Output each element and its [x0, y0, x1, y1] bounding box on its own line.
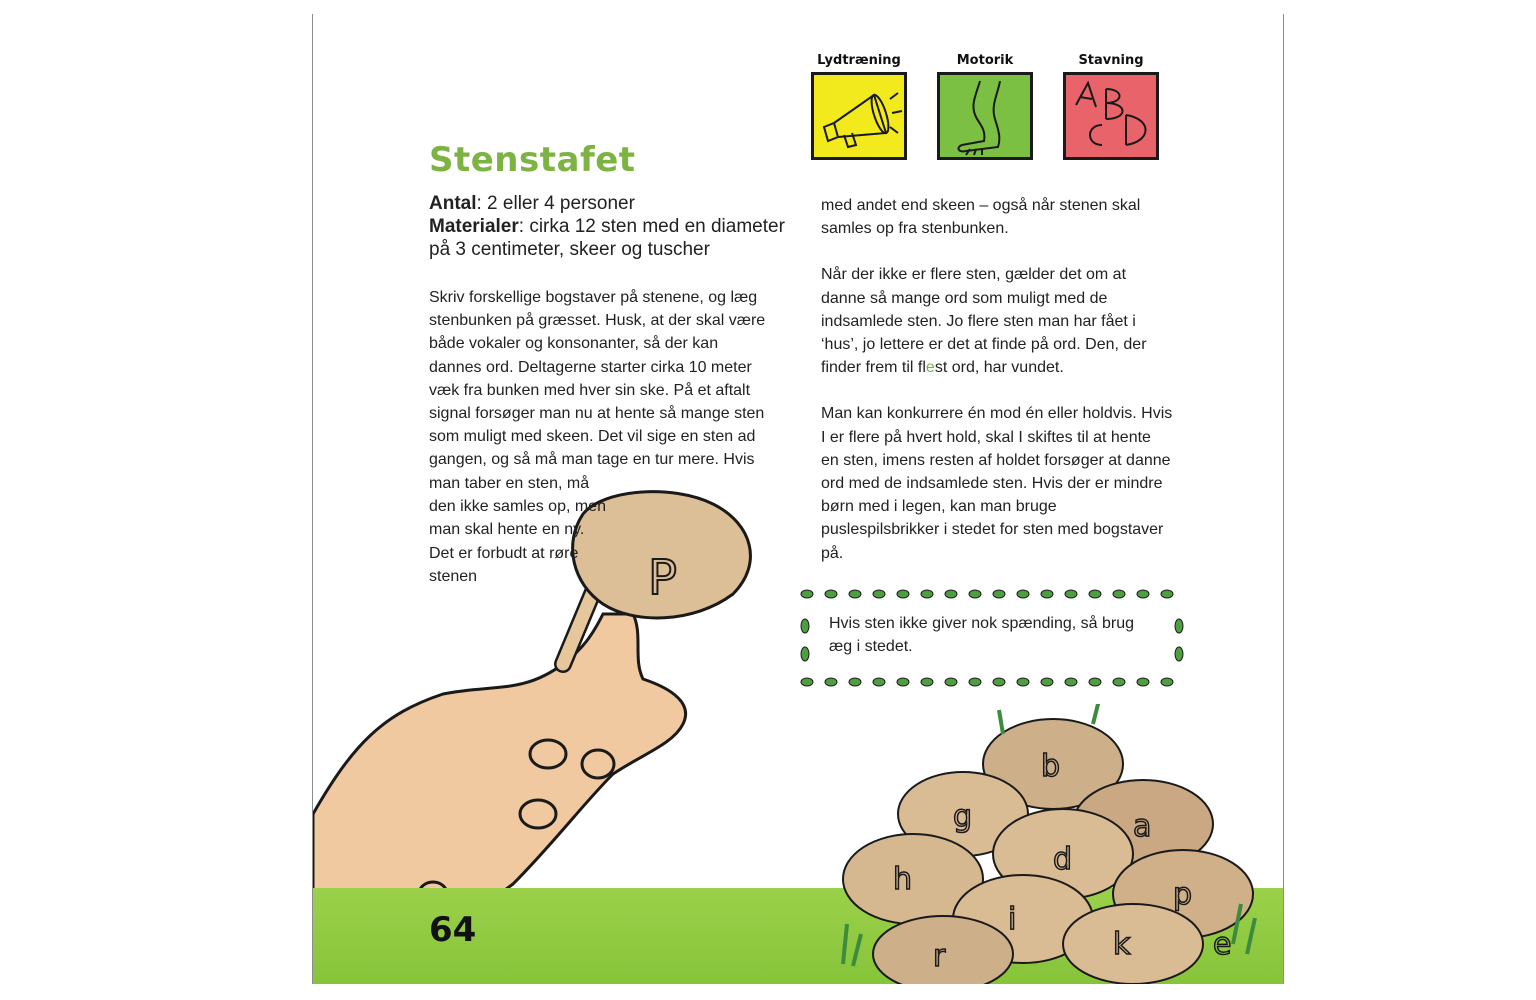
materialer-line [429, 215, 789, 261]
icon-stavning [1061, 52, 1161, 160]
column1-paragraph: Skriv forskellige bogstaver på stenene, og læg stenbunken på græsset. Husk, at der skal være både vokaler og konsonanter, så der kan dannes ord. Deltagerne starter cirka 10 meter væk fra bunken med hver sin ske. På et aftalt signal forsøger man nu at hente så mange sten som muligt med skeen. Det vil sige en sten ad gangen, og så må man tage en tur mere. Hvis [429, 289, 766, 469]
abc-letters-icon [1063, 72, 1159, 160]
column2-paragraph-1: med andet end skeen – også når stenen skal samles op fra stenbunken. [821, 197, 1141, 238]
stone-letter: a [1133, 809, 1152, 844]
stone-pile-illustration [823, 704, 1263, 984]
antal-line [429, 192, 789, 215]
megaphone-icon [811, 72, 907, 160]
stone-letter: b [1041, 749, 1061, 784]
materialer-label: Materialer [429, 216, 519, 237]
icon-label: Lydtræning [817, 53, 901, 68]
antal-label: Antal [429, 193, 477, 214]
icon-motorik [935, 52, 1035, 160]
icon-label: Stavning [1078, 53, 1144, 68]
column2-p2-part-c: st ord, har vundet. [934, 359, 1064, 377]
tip-text: Hvis sten ikke giver nok spænding, så brug æg i stedet. [829, 615, 1135, 655]
column2-paragraph-2 [821, 263, 1173, 379]
stone-letter: i [1008, 902, 1017, 937]
stone-letter: g [953, 799, 973, 834]
stone-letter: k [1113, 927, 1131, 962]
leg-icon [937, 72, 1033, 160]
antal-value: : 2 eller 4 personer [476, 193, 635, 214]
column1-narrow-paragraph: man taber en sten, må den ikke samles op, men man skal hente en ny. Det er forbudt at røre stenen [429, 475, 606, 585]
column2-p2-highlight: e [925, 359, 935, 377]
stone-letter: r [933, 939, 946, 974]
stone-letter: p [1173, 877, 1193, 912]
tip-box [797, 586, 1189, 690]
icon-label: Motorik [956, 53, 1014, 68]
spoon-stone-letter: P [648, 550, 677, 606]
materialer-value: : cirka 12 sten med en diameter på 3 centimeter, skeer og tuscher [429, 216, 785, 260]
stone-letter: d [1053, 842, 1073, 877]
page-number: 64 [429, 910, 477, 950]
page-title: Stenstafet [429, 140, 636, 180]
book-page [312, 14, 1284, 984]
stone-letter: e [1213, 927, 1232, 962]
column2-p2-part-a: Når der ikke er flere sten, gælder det om at danne så mange ord som muligt med de indsamlede sten. Jo flere sten man har fået i ‘hus’, jo lettere er det at finde på ord. Den, der finder frem til fl [821, 266, 1147, 377]
column2 [821, 194, 1173, 565]
stone-letter: h [893, 862, 913, 897]
column2-paragraph-3: Man kan konkurrere én mod én eller holdvis. Hvis I er flere på hvert hold, skal I skiftes til at hente en sten, imens resten af holdet forsøger at danne ord med de indsamlede sten. Hvis der er mindre børn med i legen, kan man bruge puslespilsbrikker i stedet for sten med bogstaver på. [821, 405, 1173, 562]
icon-lydtraening [809, 52, 909, 160]
activity-icons [809, 52, 1169, 172]
activity-meta [429, 192, 789, 261]
